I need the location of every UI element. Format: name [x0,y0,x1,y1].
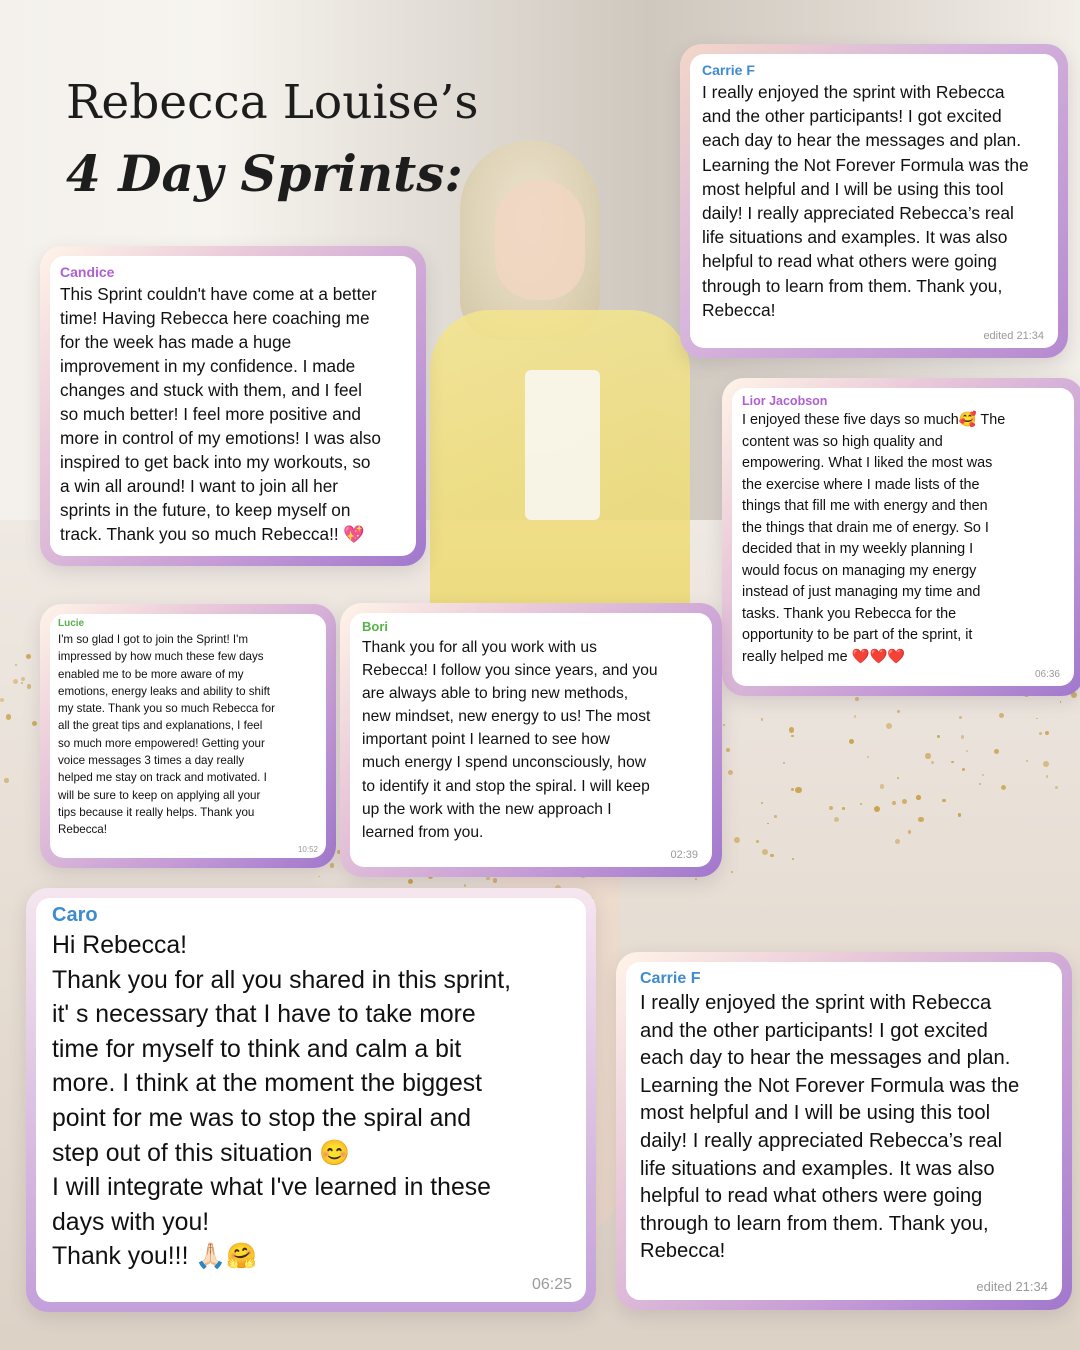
testimonial-card-candice [40,246,426,566]
page-title [66,72,479,214]
glitter-dot [32,721,37,726]
sender-name: Carrie F [640,970,701,987]
glitter-dot [916,795,920,799]
glitter-dot [874,806,880,812]
glitter-dot [789,727,794,732]
chat-bubble [350,613,712,867]
sender-name: Caro [52,904,98,926]
glitter-dot [1046,775,1049,778]
glitter-dot [464,884,466,886]
message-text: Hi Rebecca! Thank you for all you shared in this sprint, it' s necessary that I have to take more time for myself to think and calm a bit more. I think at the moment the biggest point for me was to stop the spiral and step out of this situation 😊 I will integrate what I've learned in these days with you! Thank you!!! 🙏🏻🤗 [52,932,511,1271]
testimonial-card-carrie-bottom [616,952,1072,1310]
message-text: This Sprint couldn't have come at a better time! Having Rebecca here coaching me for the week has made a huge improvement in my confidence. I made changes and stuck with them, and I feel so much better! I feel more positive and more in control of my emotions! I was also inspired to get back into my workouts, so a win all around! I want to join all her sprints in the future, to keep myself on track. Thank you so much Rebecca!! 💖 [60,284,381,544]
glitter-dot [880,784,884,788]
testimonial-card-carrie-top [680,44,1068,358]
glitter-dot [0,698,4,702]
sender-name: Lucie [58,618,85,629]
figure-face [495,180,585,300]
glitter-dot [486,877,490,881]
message-text: I really enjoyed the sprint with Rebecca and the other participants! I got excited each day to hear the messages and plan. Learning the Not Forever Formula was the most helpful and I will be using this tool daily! I really appreciated Rebecca’s real life situations and examples. It was also helpful to read what others were going through to learn from them. Thank you, Rebecca! [640,992,1020,1263]
figure-white-top [525,370,600,520]
glitter-dot [795,787,801,793]
glitter-dot [834,817,839,822]
glitter-dot [761,802,763,804]
message-text: I enjoyed these five days so much🥰 The content was so high quality and empowering. What I liked the most was the exercise where I made lists of the things that fill me with energy and then the things that drain me of energy. So I decided that in my weekly planning I would focus on managing my energy instead of just managing my time and tasks. Thank you Rebecca for the opportunity to be part of the sprint, it really helped me ❤️❤️❤️ [742,412,1006,665]
glitter-dot [958,813,961,816]
glitter-dot [783,762,785,764]
chat-bubble [50,614,326,858]
glitter-dot [942,799,945,802]
glitter-dot [951,761,953,763]
message-text: Thank you for all you work with us Rebecca! I follow you since years, and you are always able to bring new methods, new mindset, new energy to us! The most important point I learned to see how much energy I spend unconsciously, how to identify it and stop the spiral. I will keep up the work with the new approach I learned from you. [362,639,658,841]
glitter-dot [918,817,924,823]
title-line-2: 4 Day Sprints: [66,144,463,203]
chat-bubble [626,962,1062,1300]
testimonial-card-lior [722,378,1080,696]
title-line-1: Rebecca Louise’s [66,75,479,130]
message-text: I really enjoyed the sprint with Rebecca and the other participants! I got excited each day to hear the messages and plan. Learning the Not Forever Formula was the most helpful and I will be using this tool daily! I really appreciated Rebecca’s real life situations and examples. It was also helpful to read what others were going through to learn from them. Thank you, Rebecca! [702,82,1029,320]
glitter-dot [1039,732,1042,735]
glitter-dot [897,710,900,713]
sender-name: Carrie F [702,62,755,78]
glitter-dot [854,715,856,717]
glitter-dot [770,854,773,857]
glitter-dot [842,807,845,810]
glitter-dot [493,878,497,882]
glitter-dot [979,783,981,785]
glitter-dot [908,830,912,834]
glitter-dot [761,718,763,720]
sender-name: Bori [362,619,388,634]
glitter-dot [961,735,964,738]
glitter-dot [762,849,768,855]
message-time: edited 21:34 [983,330,1044,342]
chat-bubble [50,256,416,556]
glitter-dot [27,684,31,688]
glitter-dot [849,739,854,744]
glitter-dot [4,778,9,783]
sender-name: Candice [60,264,115,280]
chat-bubble [36,898,586,1302]
glitter-dot [6,714,11,719]
glitter-dot [1060,701,1062,703]
glitter-dot [855,697,859,701]
glitter-dot [897,777,899,779]
glitter-dot [792,858,794,860]
glitter-dot [791,735,793,737]
glitter-dot [1026,760,1028,762]
message-time: 06:25 [531,1276,572,1293]
glitter-dot [860,803,862,805]
message-time: 10:52 [297,845,318,854]
glitter-dot [1055,786,1058,789]
glitter-dot [966,750,968,752]
chat-bubble [690,54,1058,348]
chat-bubble [732,388,1074,686]
glitter-dot [13,679,18,684]
glitter-dot [318,876,320,878]
glitter-dot [867,756,869,758]
testimonial-card-caro [26,888,596,1312]
glitter-dot [791,788,794,791]
sender-name: Lior Jacobson [742,394,828,408]
message-text: I'm so glad I got to join the Sprint! I'm impressed by how much these few days enabled me to be more aware of my emotions, energy leaks and ability to shift my state. Thank you so much Rebecca for all the great tips and explanations, I feel so much more empowered! Getting your voice messages 3 times a day really helped me stay on track and motivated. I will be sure to keep on applying all your tips because it really helps. Thank you Rebecca! [58,633,275,837]
testimonial-card-bori [340,603,722,877]
message-time: 02:39 [670,849,698,861]
message-time: edited 21:34 [976,1279,1048,1294]
testimonial-card-lucie [40,604,336,868]
glitter-dot [925,753,930,758]
message-time: 06:36 [1034,669,1060,680]
glitter-dot [902,799,907,804]
glitter-dot [1036,718,1038,720]
